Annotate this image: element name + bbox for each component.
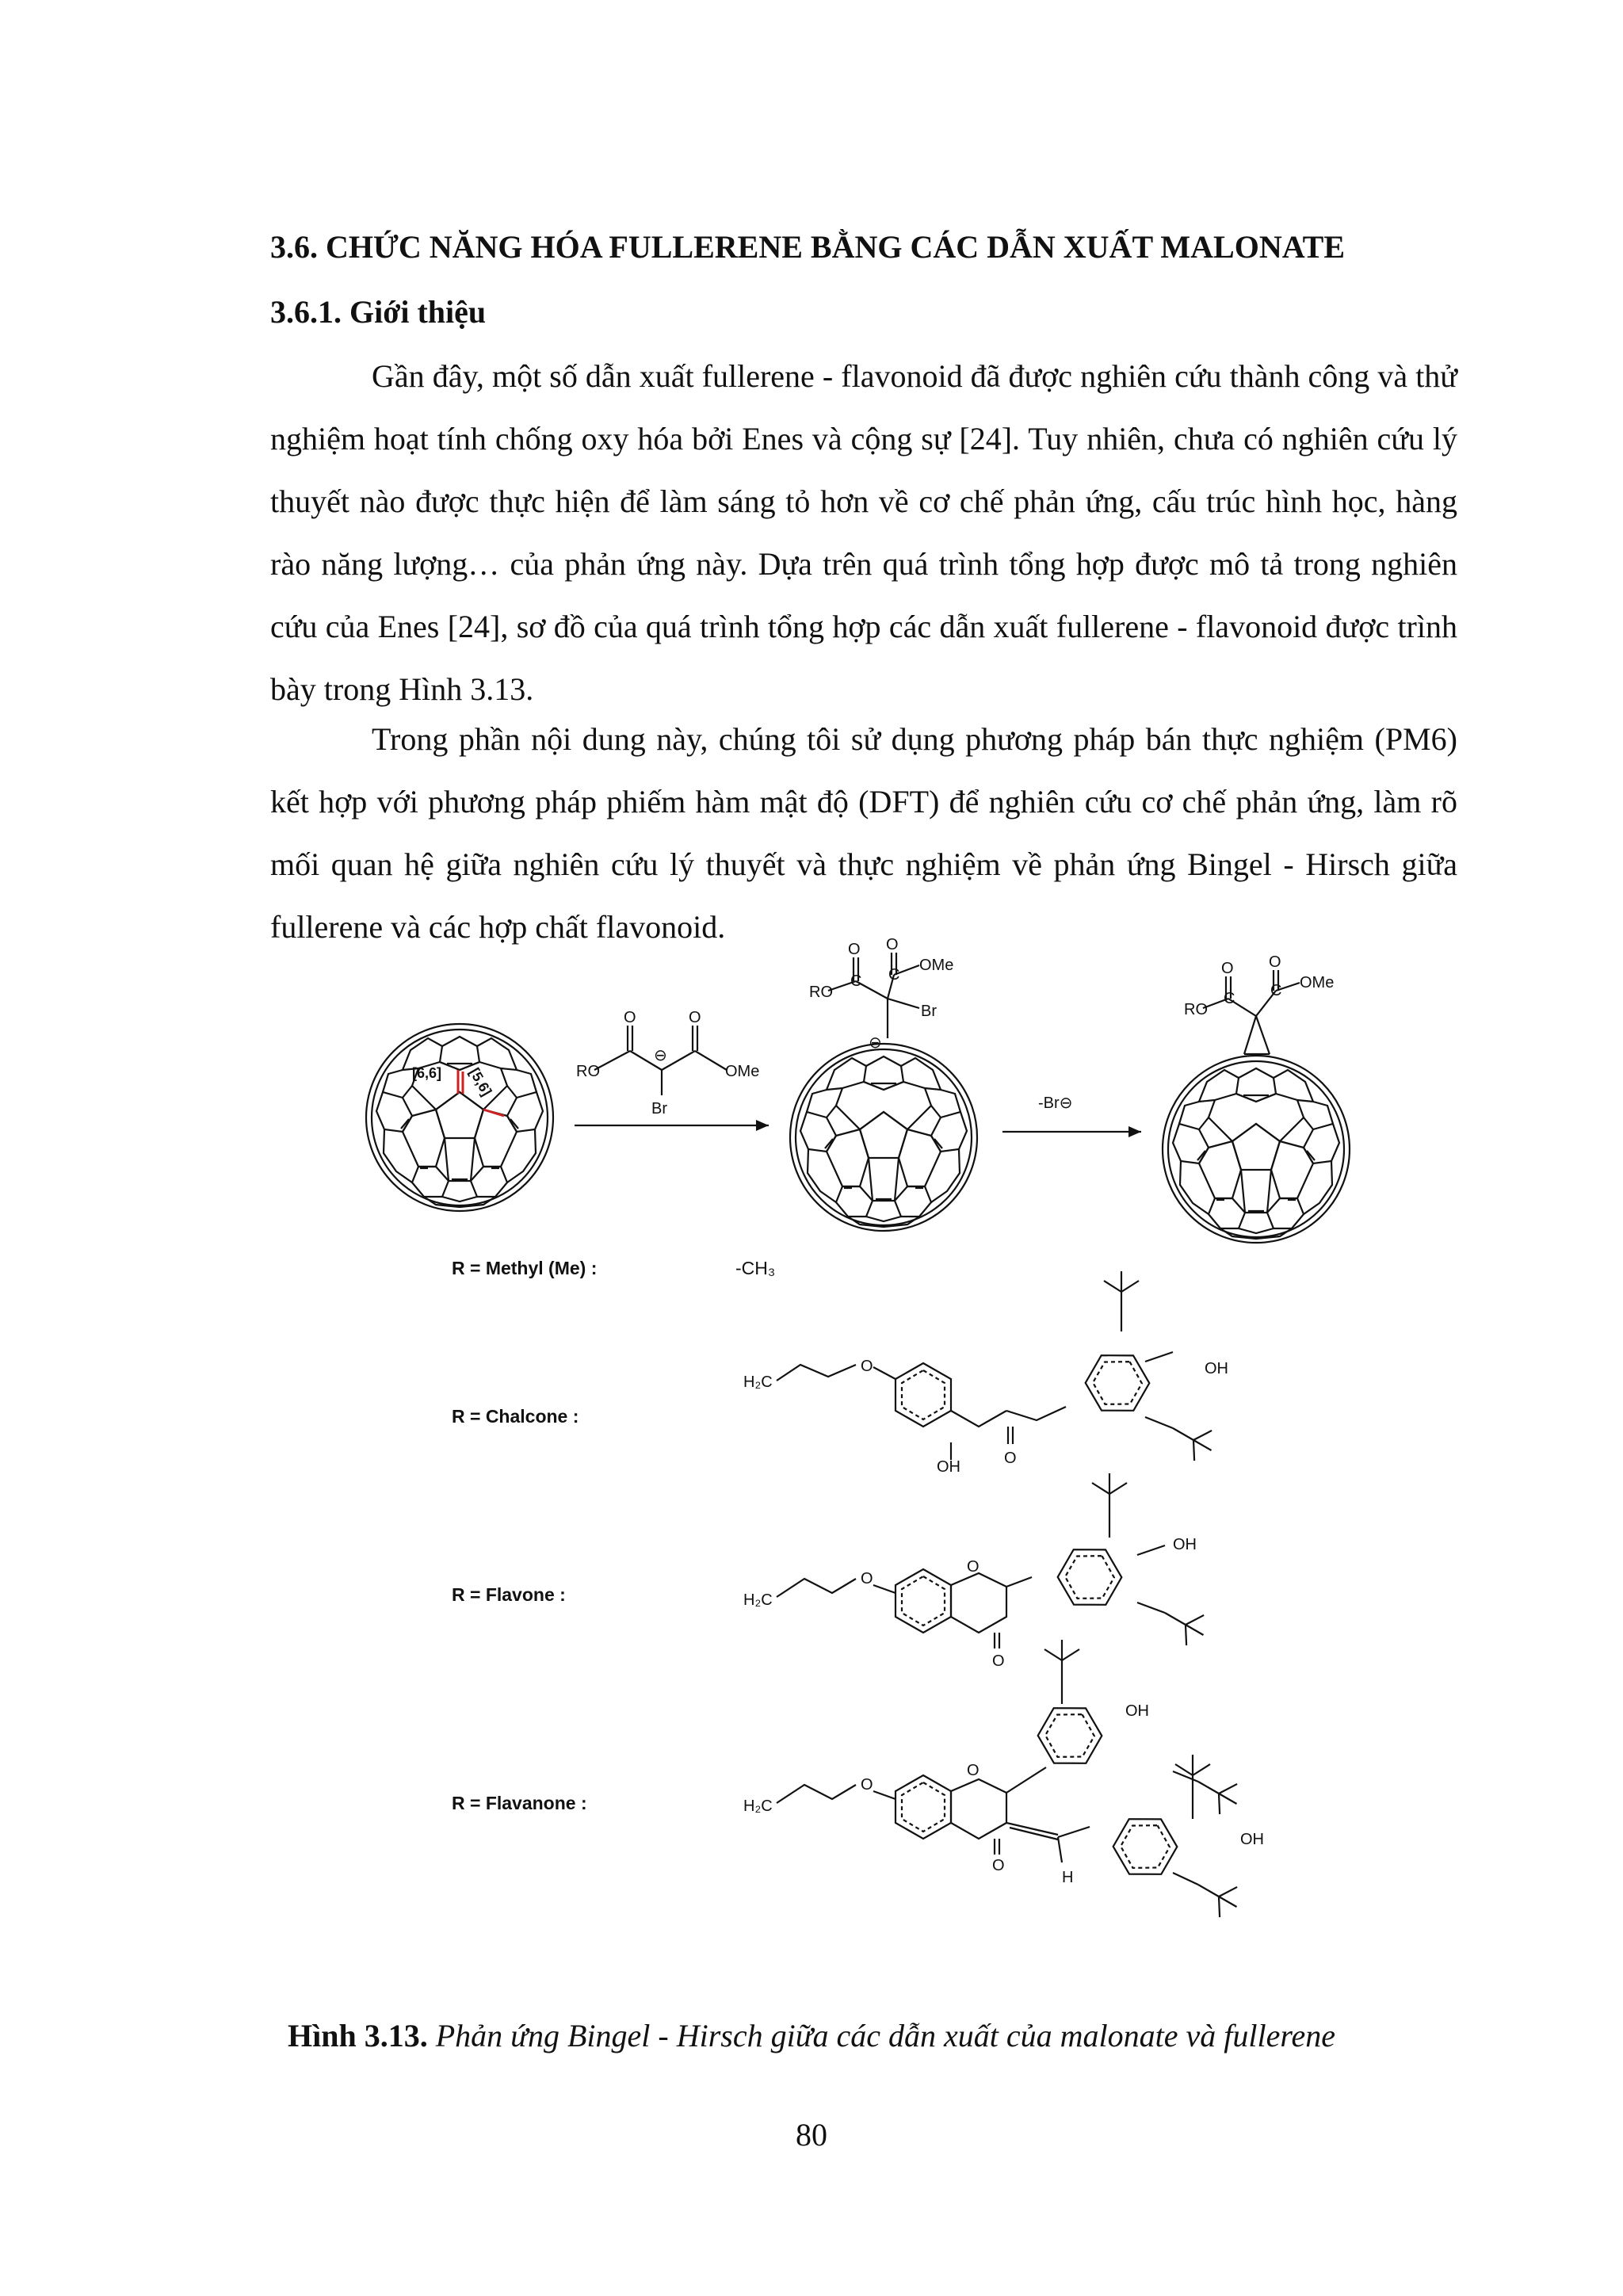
- r-label-methyl: R = Methyl (Me) :: [452, 1258, 598, 1278]
- intermediate-anion: ⊖: [869, 1034, 882, 1052]
- flavanone-h2c: H₂C: [743, 1797, 773, 1815]
- chalcone-structure: [743, 1271, 1228, 1476]
- flavanone-oh2: OH: [1240, 1831, 1264, 1848]
- intermediate-o2: O: [886, 936, 899, 953]
- product-c1: C: [1224, 990, 1235, 1007]
- paragraph-method: Trong phần nội dung này, chúng tôi sử dụng phương pháp bán thực nghiệm (PM6) kết hợp với phương pháp phiếm hàm mật độ (DFT) để nghiên cứu cơ chế phản ứng, làm rõ mối quan hệ giữa nghiên cứu lý thuyết và thực nghiệm về phản ứng Bingel - Hirsch giữa fullerene và các hợp chất flavonoid.: [270, 721, 1457, 945]
- r-label-chalcone: R = Chalcone :: [452, 1406, 579, 1427]
- flavanone-o-ring: O: [967, 1762, 980, 1779]
- chalcone-oh1: OH: [937, 1458, 960, 1476]
- chalcone-o-ketone: O: [1004, 1450, 1017, 1467]
- reagent-ro: RO: [576, 1063, 600, 1080]
- section-heading: 3.6. CHỨC NĂNG HÓA FULLERENE BẰNG CÁC DẪN XUẤT MALONATE: [270, 229, 1345, 265]
- intermediate-ro: RO: [809, 984, 833, 1001]
- flavone-o-ring: O: [967, 1558, 980, 1576]
- reaction-arrow-2: [1002, 1126, 1141, 1137]
- flavone-o-ether: O: [861, 1570, 873, 1587]
- product-cyclopropane: [1203, 970, 1300, 1054]
- intermediate-o1: O: [848, 941, 861, 958]
- product-ome: OMe: [1300, 974, 1335, 991]
- flavanone-o-ether: O: [861, 1776, 873, 1794]
- chalcone-o-ether: O: [861, 1358, 873, 1375]
- product-o1: O: [1221, 960, 1234, 977]
- subsection-heading: 3.6.1. Giới thiệu: [270, 294, 487, 330]
- flavanone-structure: [743, 1640, 1264, 1922]
- fullerene-intermediate: [790, 1044, 977, 1231]
- product-ro: RO: [1184, 1001, 1208, 1018]
- paragraph-intro: Gần đây, một số dẫn xuất fullerene - flavonoid đã được nghiên cứu thành công và thử nghiệm hoạt tính chống oxy hóa bởi Enes và cộng sự [24]. Tuy nhiên, chưa có nghiên cứu lý thuyết nào được thực hiện để làm sáng tỏ hơn về cơ chế phản ứng, cấu trúc hình học, hàng rào năng lượng… của phản ứng này. Dựa trên quá trình tổng hợp được mô tả trong nghiên cứu của Enes [24], sơ đồ của quá trình tổng hợp các dẫn xuất fullerene - flavonoid được trình bày trong Hình 3.13.: [270, 358, 1457, 707]
- reagent-ome: OMe: [725, 1063, 760, 1080]
- chalcone-h2c: H₂C: [743, 1373, 773, 1391]
- fullerene-product: [1163, 1056, 1350, 1243]
- figure-caption: [0, 2017, 1623, 2054]
- r-formula-methyl: -CH₃: [735, 1258, 776, 1278]
- intermediate-c2: C: [888, 966, 900, 984]
- reaction-scheme-figure: [349, 936, 1522, 1993]
- product-c2: C: [1270, 982, 1282, 999]
- flavanone-o-ketone: O: [992, 1857, 1005, 1874]
- page-number: 80: [796, 2117, 827, 2153]
- intermediate-ome: OMe: [919, 957, 954, 974]
- reagent-br: Br: [651, 1100, 667, 1117]
- flavone-oh: OH: [1173, 1536, 1197, 1553]
- flavanone-h: H: [1062, 1869, 1074, 1886]
- intermediate-br: Br: [921, 1003, 937, 1020]
- intermediate-c1: C: [850, 972, 862, 990]
- r-label-flavone: R = Flavone :: [452, 1584, 566, 1605]
- arrow-label-br: -Br⊖: [1038, 1095, 1073, 1112]
- flavone-o-ketone: O: [992, 1652, 1005, 1670]
- reagent-o1: O: [624, 1009, 636, 1026]
- figure-caption-text: Phản ứng Bingel - Hirsch giữa các dẫn xuất của malonate và fullerene: [435, 2018, 1335, 2053]
- bond-label-56: [5,6]: [466, 1065, 495, 1099]
- reagent-carbanion: ⊖: [654, 1047, 667, 1064]
- flavanone-oh1: OH: [1125, 1702, 1149, 1720]
- flavone-structure: [743, 1473, 1212, 1670]
- reagent-o2: O: [689, 1009, 701, 1026]
- chalcone-oh2: OH: [1205, 1360, 1228, 1377]
- bond-label-66: [6,6]: [412, 1065, 442, 1081]
- flavone-h2c: H₂C: [743, 1591, 773, 1609]
- r-label-flavanone: R = Flavanone :: [452, 1793, 587, 1813]
- fullerene-reactant: [366, 1024, 553, 1211]
- product-o2: O: [1269, 953, 1281, 971]
- figure-caption-label: Hình 3.13.: [288, 2018, 428, 2053]
- intermediate-malonate: [828, 953, 919, 1038]
- reaction-arrow-1: [575, 1120, 769, 1131]
